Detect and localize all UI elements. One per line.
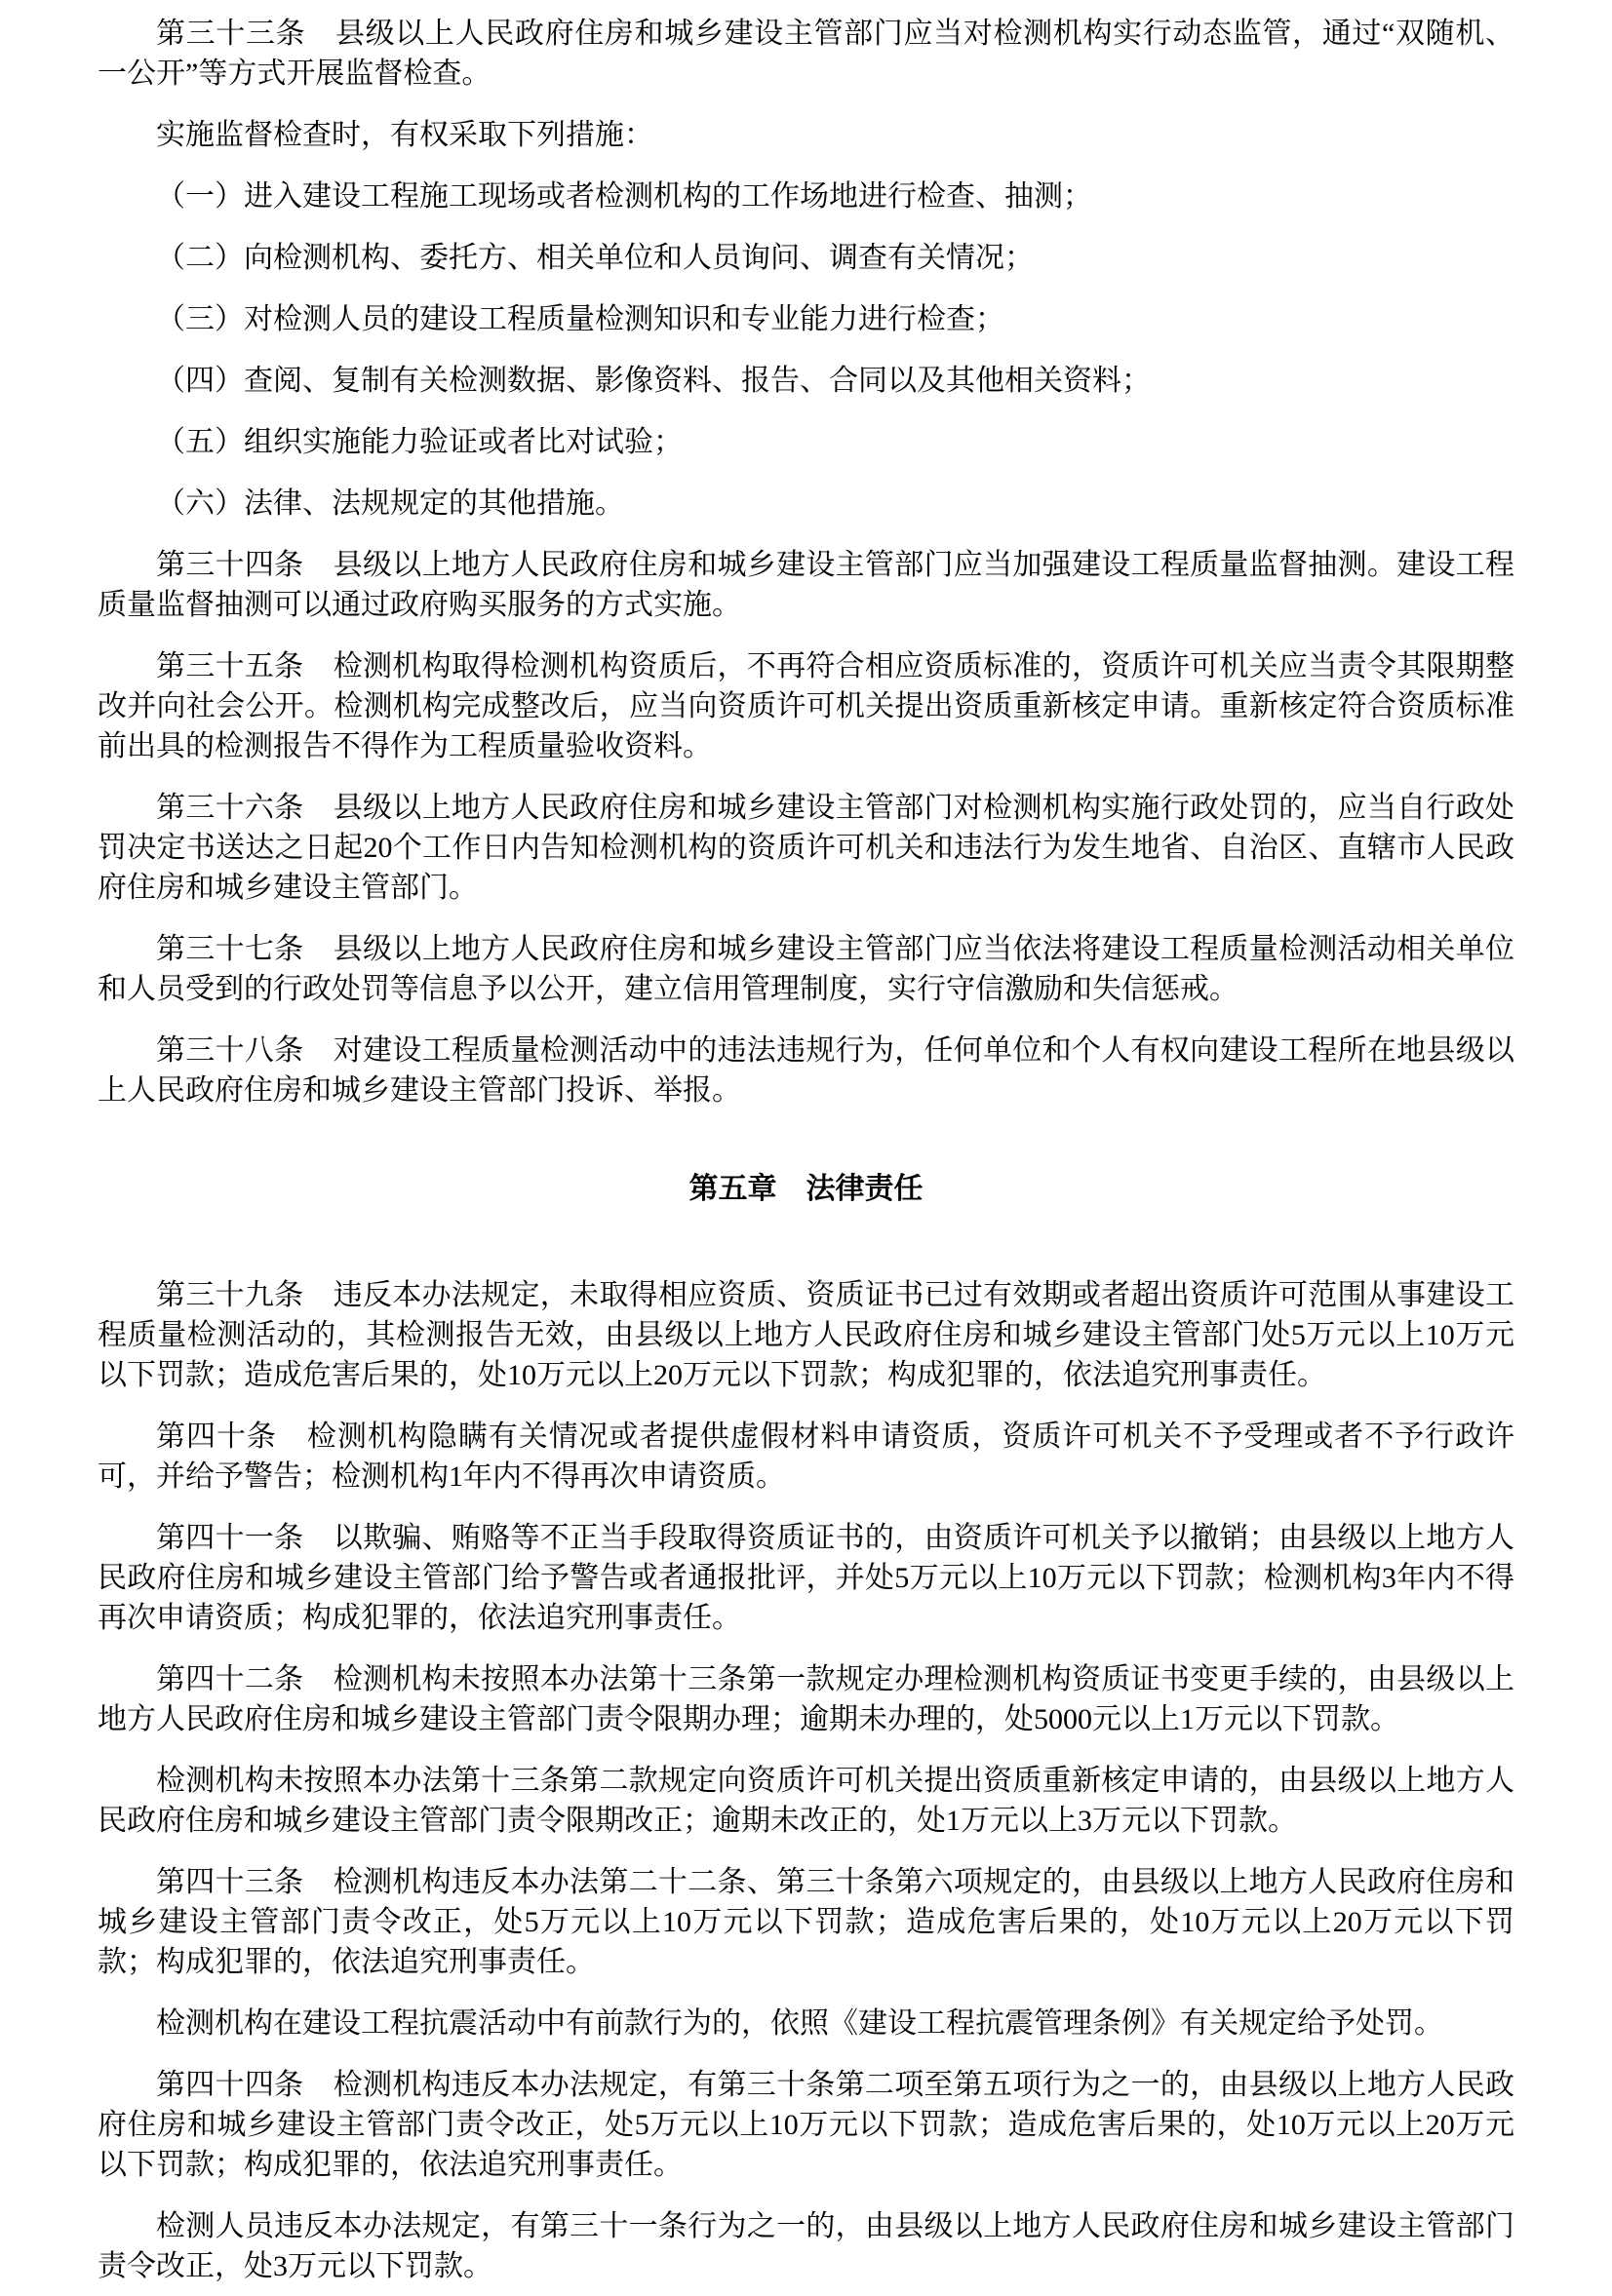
para-article-36: 第三十六条 县级以上地方人民政府住房和城乡建设主管部门对检测机构实施行政处罚的，应当自行政处罚决定书送达之日起20个工作日内告知检测机构的资质许可机关和违法行为发生地省、自治区、直辖市人民政府住房和城乡建设主管部门。 (98, 792, 1514, 904)
chapter-5-heading: 第五章 法律责任 (688, 1173, 924, 1205)
para-measure-5: （五）组织实施能力验证或者比对试验； (156, 426, 683, 458)
para-measure-4: （四）查阅、复制有关检测数据、影像资料、报告、合同以及其他相关资料； (156, 365, 1151, 397)
para-article-44-clause-1: 第四十四条 检测机构违反本办法规定，有第三十条第二项至第五项行为之一的，由县级以上地方人民政府住房和城乡建设主管部门责令改正，处5万元以上10万元以下罚款；造成危害后果的，处10万元以上20万元以下罚款；构成犯罪的，依法追究刑事责任。 (98, 2069, 1514, 2181)
para-article-42-clause-2: 检测机构未按照本办法第十三条第二款规定向资质许可机关提出资质重新核定申请的，由县级以上地方人民政府住房和城乡建设主管部门责令限期改正；逾期未改正的，处1万元以上3万元以下罚款。 (98, 1765, 1514, 1837)
para-article-37: 第三十七条 县级以上地方人民政府住房和城乡建设主管部门应当依法将建设工程质量检测活动相关单位和人员受到的行政处罚等信息予以公开，建立信用管理制度，实行守信激励和失信惩戒。 (98, 933, 1514, 1005)
para-measure-6: （六）法律、法规规定的其他措施。 (156, 487, 624, 520)
para-measure-2: （二）向检测机构、委托方、相关单位和人员询问、调查有关情况； (156, 242, 1034, 274)
para-article-43-clause-1: 第四十三条 检测机构违反本办法第二十二条、第三十条第六项规定的，由县级以上地方人民政府住房和城乡建设主管部门责令改正，处5万元以上10万元以下罚款；造成危害后果的，处10万元以上20万元以下罚款；构成犯罪的，依法追究刑事责任。 (98, 1866, 1514, 1978)
para-article-40: 第四十条 检测机构隐瞒有关情况或者提供虚假材料申请资质，资质许可机关不予受理或者不予行政许可，并给予警告；检测机构1年内不得再次申请资质。 (98, 1420, 1514, 1493)
para-article-41: 第四十一条 以欺骗、贿赂等不正当手段取得资质证书的，由资质许可机关予以撤销；由县级以上地方人民政府住房和城乡建设主管部门给予警告或者通报批评，并处5万元以上10万元以下罚款；检测机构3年内不得再次申请资质；构成犯罪的，依法追究刑事责任。 (98, 1522, 1514, 1634)
para-measure-1: （一）进入建设工程施工现场或者检测机构的工作场地进行检查、抽测； (156, 180, 1092, 213)
para-article-44-clause-2: 检测人员违反本办法规定，有第三十一条行为之一的，由县级以上地方人民政府住房和城乡建设主管部门责令改正，处3万元以下罚款。 (98, 2210, 1514, 2282)
para-supervision-measures-intro: 实施监督检查时，有权采取下列措施： (156, 119, 653, 151)
para-article-35: 第三十五条 检测机构取得检测机构资质后，不再符合相应资质标准的，资质许可机关应当责令其限期整改并向社会公开。检测机构完成整改后，应当向资质许可机关提出资质重新核定申请。重新核定符合资质标准前出具的检测报告不得作为工程质量验收资料。 (98, 650, 1514, 762)
para-article-33: 第三十三条 县级以上人民政府住房和城乡建设主管部门应当对检测机构实行动态监管，通过“双随机、一公开”等方式开展监督检查。 (98, 18, 1514, 90)
para-article-38: 第三十八条 对建设工程质量检测活动中的违法违规行为，任何单位和个人有权向建设工程所在地县级以上人民政府住房和城乡建设主管部门投诉、举报。 (98, 1034, 1514, 1107)
para-measure-3: （三）对检测人员的建设工程质量检测知识和专业能力进行检查； (156, 303, 1004, 335)
para-article-43-clause-2: 检测机构在建设工程抗震活动中有前款行为的，依照《建设工程抗震管理条例》有关规定给予处罚。 (156, 2007, 1443, 2040)
para-article-39: 第三十九条 违反本办法规定，未取得相应资质、资质证书已过有效期或者超出资质许可范围从事建设工程质量检测活动的，其检测报告无效，由县级以上地方人民政府住房和城乡建设主管部门处5万元以上10万元以下罚款；造成危害后果的，处10万元以上20万元以下罚款；构成犯罪的，依法追究刑事责任。 (98, 1279, 1514, 1391)
para-article-34: 第三十四条 县级以上地方人民政府住房和城乡建设主管部门应当加强建设工程质量监督抽测。建设工程质量监督抽测可以通过政府购买服务的方式实施。 (98, 549, 1514, 621)
para-article-42-clause-1: 第四十二条 检测机构未按照本办法第十三条第一款规定办理检测机构资质证书变更手续的，由县级以上地方人民政府住房和城乡建设主管部门责令限期办理；逾期未办理的，处5000元以上1万元以下罚款。 (98, 1663, 1514, 1735)
